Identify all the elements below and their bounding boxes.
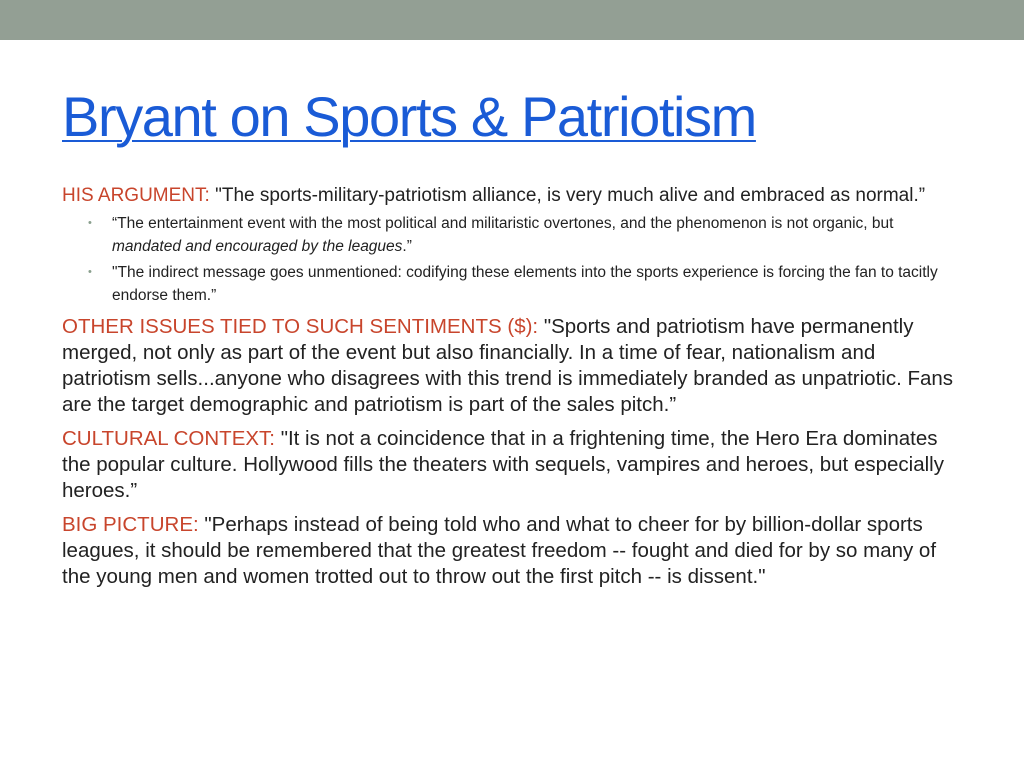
top-accent-bar (0, 0, 1024, 40)
other-issues-text: "Sports and patriotism have permanently merged, not only as part of the event but also financially. In a time of fear, nationalism and patriotism sells...anyone who disagrees with this trend is immediately branded as unpatriotic. Fans are the target demographic and patriotism is part of the sales pitch.” (62, 315, 954, 416)
cultural-context-text: "It is not a coincidence that in a frightening time, the Hero Era dominates the popular culture. Hollywood fills the theaters with sequels, vampires and heroes, but especially heroes.” (62, 427, 944, 502)
argument-label: HIS ARGUMENT: (62, 185, 210, 206)
argument-paragraph (62, 183, 962, 208)
other-issues-label: OTHER ISSUES TIED TO SUCH SENTIMENTS ($): (62, 315, 539, 338)
bullet-text: “The entertainment event with the most political and militaristic overtones, and the phenomenon is not organic, but (112, 215, 894, 232)
cultural-context-label: CULTURAL CONTEXT: (62, 427, 275, 450)
bullet-icon: • (88, 266, 92, 278)
bullet-text-end: .” (402, 238, 412, 255)
other-issues-paragraph (62, 314, 962, 418)
argument-bullet-list (62, 212, 962, 307)
bullet-emphasis-text: mandated and encouraged by the leagues (112, 238, 403, 255)
big-picture-label: BIG PICTURE: (62, 513, 199, 536)
big-picture-text: "Perhaps instead of being told who and what to cheer for by billion-dollar sports leagues, it should be remembered that the greatest freedom -- fought and died for by so many of the young men and women trotted out to throw out the first pitch -- is dissent." (62, 513, 937, 588)
slide-title: Bryant on Sports & Patriotism (62, 85, 756, 148)
slide-body (62, 183, 962, 590)
bullet-text: "The indirect message goes unmentioned: codifying these elements into the sports experience is forcing the fan to tacitly endorse them.” (112, 264, 938, 304)
big-picture-paragraph (62, 512, 962, 590)
list-item (88, 261, 962, 307)
cultural-context-paragraph (62, 426, 962, 504)
bullet-icon: • (88, 217, 92, 229)
argument-text: "The sports-military-patriotism alliance, is very much alive and embraced as normal.” (209, 185, 926, 206)
list-item (88, 212, 962, 258)
